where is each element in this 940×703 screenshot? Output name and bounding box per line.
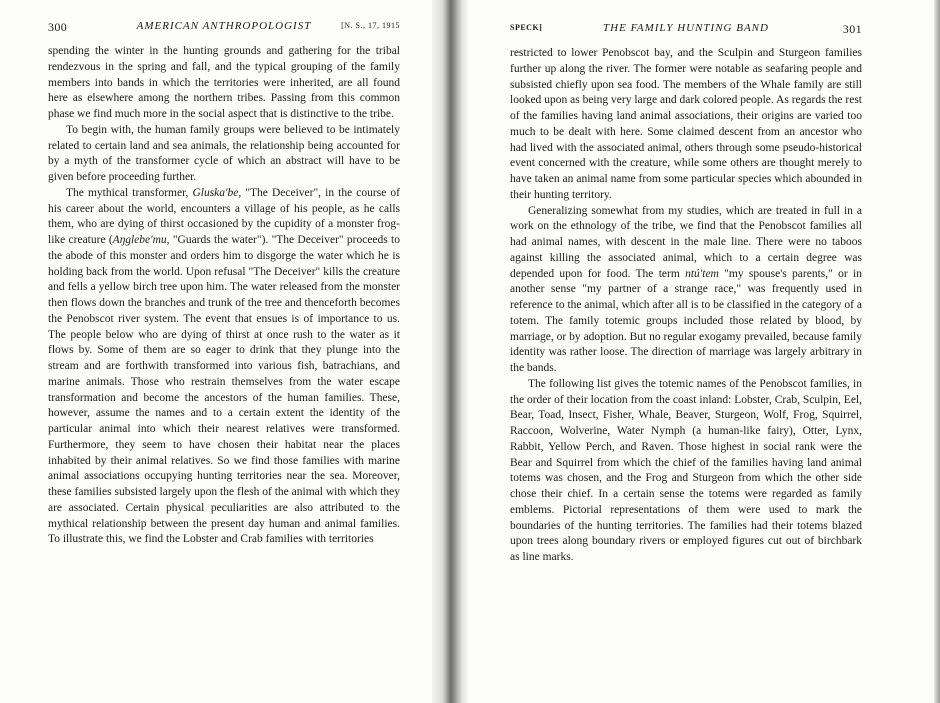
paragraph-text-segment: The mythical transformer, xyxy=(66,186,193,199)
paragraph-text-segment: "my spouse's parents," or in another sense "my partner of a strange race," was frequently used in reference to the animal, which after all is to be classified in the category of a totem. The family totemic groups included those related by blood, by marriage, or by adoption. But no regular exogamy prevailed, because family identity was rather loose. The direction of marriage was largely arbitrary in the bands. xyxy=(510,267,863,374)
right-running-head xyxy=(510,22,862,38)
left-running-title: AMERICAN ANTHROPOLOGIST xyxy=(136,20,312,32)
left-body-text xyxy=(48,44,400,548)
left-paragraph-3 xyxy=(48,186,400,548)
italic-term-ntutem: ntú'tem xyxy=(685,267,719,280)
series-note: [N. S., 17, 1915 xyxy=(341,21,400,30)
left-paragraph-1: spending the winter in the hunting grounds and gathering for the tribal rendezvous in the spring and fall, and the typical grouping of the family members into bands in which the territories were inherited, are all found here as elsewhere among the northern tribes. Passing from this common phase we find much more in the social aspect that is distinctive to the tribe. xyxy=(48,45,400,120)
italic-term-anglebemu: Aŋglebe'mu xyxy=(112,234,167,246)
right-running-title: THE FAMILY HUNTING BAND xyxy=(603,22,769,34)
page-edge-shadow xyxy=(934,0,940,703)
paragraph-text-segment: Generalizing somewhat from my studies, which are treated in full in a work on the ethnology of the tribe, we find that the Penobscot families all had animal names, with descent in the male line. There were no taboos against killing the associated animal, which to a certain degree was depended upon for food. The term xyxy=(510,204,862,280)
italic-term-gluskabe: Gluska'be xyxy=(192,186,239,199)
book-gutter-shadow xyxy=(432,0,468,703)
left-page-number: 300 xyxy=(48,20,68,34)
left-paragraph-2: To begin with, the human family groups were believed to be intimately related to certain land and sea animals, the relationship being accounted for by a myth of the transformer cycle of which an abstract will have to be given before proceeding further. xyxy=(48,123,400,183)
right-page-number: 301 xyxy=(842,22,862,36)
left-page xyxy=(48,0,400,703)
right-body-text xyxy=(510,46,862,566)
author-note: SPECK] xyxy=(510,23,543,32)
right-paragraph-2 xyxy=(510,204,862,377)
right-paragraph-3: The following list gives the totemic names of the Penobscot families, in the order of their location from the coast inland: Lobster, Crab, Sculpin, Eel, Bear, Toad, Insect, Fisher, Whale, Beaver, Sturgeon, Wolf, Frog, Squirrel, Raccoon, Wolverine, Water Nymph (a human-like fairy), Otter, Lynx, Rabbit, Yellow Perch, and Raven. Those highest in social rank were the Bear and Squirrel from which the chief of the families having land animal totems was chosen, and the Frog and Sturgeon from which the other side chose their chief. In a certain sense the totems were regarded as family emblems. Pictorial representations of them were used to mark the boundaries of the hunting territories. The families had their totems blazed upon trees along boundary rivers or employed figures cut out of birchbark as line marks. xyxy=(510,377,862,563)
right-page xyxy=(510,0,862,703)
right-paragraph-1: restricted to lower Penobscot bay, and the Sculpin and Sturgeon families further up along the river. The former were notable as seafaring people and subsisted chiefly upon sea food. The members of the Whale family are still looked upon as being very large and dark colored people. As regards the rest of the families having land animal associations, their origins are varied too much to be dealt with here. Some claimed descent from an ancestor who had lived with the associated animal, others through some pseudo-historical event concerned with the creature, while some others are thought merely to have taken an animal name from some particular species which abounded in their hunting territory. xyxy=(510,47,862,201)
paragraph-text-segment: , "Guards the water"). "The Deceiver" proceeds to the abode of this monster and orders him to disgorge the water which he is holding back from the world. Upon refusal "The Deceiver" kills the creature and fells a yellow birch tree upon him. The water released from the monster then flows down the branches and trunk of the tree and thenceforth becomes the Penobscot river system. The event that ensues is of importance to us. The people below who are dying of thirst at once rush to the water as it flows by. Some of them are so eager to drink that they plunge into the stream and are forthwith transformed into various fish, batrachians, and marine animals. Those who restrain themselves from the water escape transformation and become the ancestors of the human families. These, however, assume the names and to a certain extent the identity of the particular animal into which their nearest relatives were transformed. Furthermore, they seem to have chosen their habitat near the places inhabited by their animal relatives. So we find those families with marine animal associations occupying hunting territories near the sea. Moreover, these families subsisted largely upon the flesh of the animal with which they are associated. Certain physical peculiarities are also attributed to the mythical relationship between the present day human and animal families. To illustrate this, we find the Lobster and Crab families with territories xyxy=(48,234,400,546)
left-running-head xyxy=(48,20,400,36)
paragraph-text-segment: , "The Deceiver", in the course of his career about the world, encounters a village of his people, as he calls them, who are dying of thirst occasioned by the cupidity of a monster frog-like creature ( xyxy=(48,186,400,246)
